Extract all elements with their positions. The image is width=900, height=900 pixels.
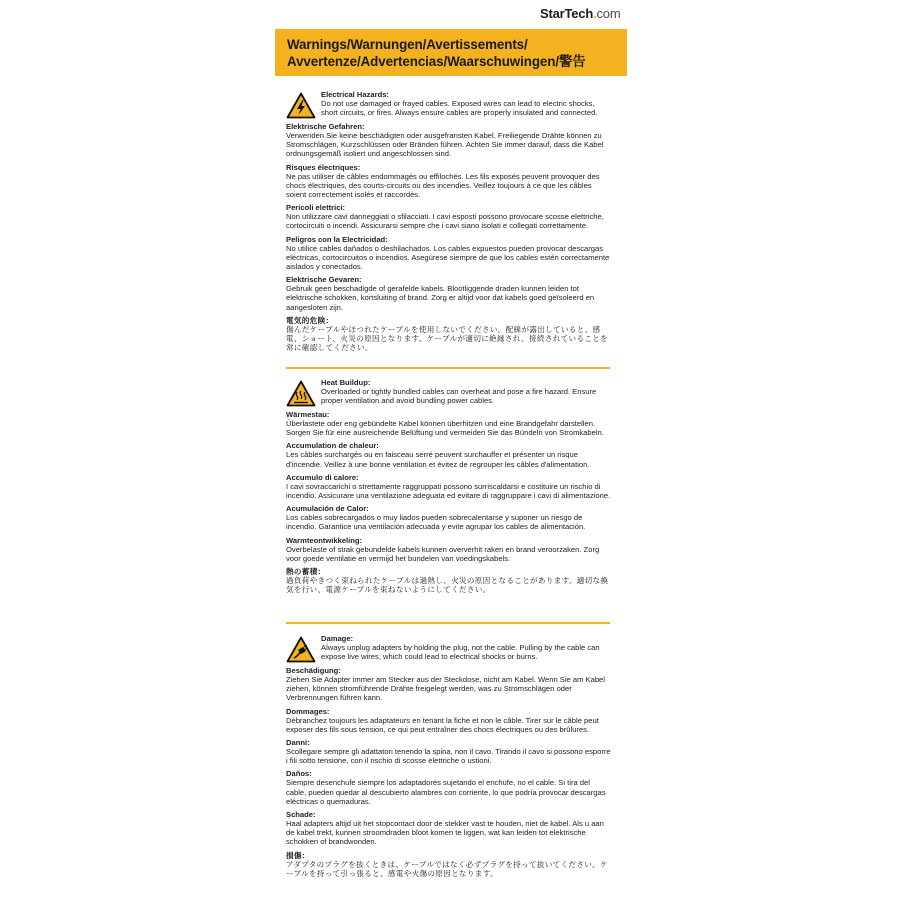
block-es bbox=[286, 504, 612, 531]
heading-it: Pericoli elettrici: bbox=[286, 203, 346, 213]
electrical-hazard-icon bbox=[286, 92, 316, 119]
section-header bbox=[286, 90, 612, 118]
text-en: Overloaded or tightly bundled cables can overheat and pose a fire hazard. Ensure proper ventilation and avoid bundling power cables. bbox=[321, 387, 597, 406]
logo-brand: StarTech bbox=[540, 6, 594, 21]
title-line-1: Warnings/Warnungen/Avertissements/ bbox=[287, 37, 528, 52]
block-it bbox=[286, 738, 612, 765]
text-it: I cavi sovraccarichi o strettamente raggruppati possono surriscaldarsi e costituire un rischio di incendio. Assicurare una ventilazione adeguata ed evitare di raggruppare i cavi di alimentazione. bbox=[286, 481, 611, 501]
block-nl bbox=[286, 275, 612, 312]
heading-ja: 電気的危険： bbox=[286, 315, 334, 325]
heading-fr: Accumulation de chaleur: bbox=[286, 441, 379, 451]
heading-de: Wärmestau: bbox=[286, 410, 330, 419]
heading-fr: Risques électriques: bbox=[286, 162, 361, 172]
damage-icon bbox=[286, 636, 316, 663]
block-ja bbox=[286, 567, 612, 594]
block-fr bbox=[286, 441, 612, 468]
heading-it: Accumulo di calore: bbox=[286, 472, 359, 482]
heading-en: Heat Buildup: bbox=[321, 378, 371, 387]
block-fr bbox=[286, 163, 612, 200]
warnings-title-banner bbox=[275, 29, 627, 76]
text-fr: Les câbles surchargés ou en faisceau serré peuvent surchauffer et présenter un risque d'incendie. Veillez à une bonne ventilation et évitez de regrouper les câbles d'alimentation. bbox=[286, 450, 590, 469]
heading-nl: Elektrische Gevaren: bbox=[286, 275, 362, 285]
block-fr bbox=[286, 707, 612, 734]
text-ja: アダプタのプラグを抜くときは、ケーブルではなく必ずプラグを持って抜いてください。ケーブルを持って引っ張ると、感電や火傷の原因となります。 bbox=[286, 859, 608, 878]
section-divider bbox=[286, 367, 610, 369]
heading-es: Daños: bbox=[286, 769, 312, 779]
block-de bbox=[286, 410, 612, 437]
text-de: Überlastete oder eng gebündelte Kabel können überhitzen und eine Brandgefahr darstellen. Sorgen Sie für eine ausreichende Belüftung und vermeiden Sie das Bündeln von Stromkabeln. bbox=[286, 419, 604, 438]
text-ja: 傷んだケーブルやほつれたケーブルを使用しないでください。配線が露出していると、感電、ショート、火災の原因となります。ケーブルが適切に絶縁され、接続されていることを常に確認してください。 bbox=[286, 324, 608, 353]
damage-section bbox=[286, 634, 612, 878]
heading-ja: 損傷： bbox=[286, 850, 310, 860]
text-en: Do not use damaged or frayed cables. Exposed wires can lead to electric shocks, short circuits, or fires. Always ensure cables are properly insulated and connected. bbox=[321, 99, 598, 118]
text-nl: Gebruik geen beschadigde of gerafelde kabels. Blootliggende draden kunnen leiden tot elektrische schokken, kortsluiting of brand. Zorg er altijd voor dat kabels goed geïsoleerd en aangesloten zijn. bbox=[286, 284, 595, 312]
text-de: Ziehen Sie Adapter immer am Stecker aus der Steckdose, nicht am Kabel. Wenn Sie am Kabel ziehen, können stromführende Drähte freigelegt werden, was zu Stromschlägen oder Verbrennungen führen kann. bbox=[286, 675, 605, 703]
text-en: Always unplug adapters by holding the plug, not the cable. Pulling by the cable can expose live wires, which could lead to electrical shocks or burns. bbox=[321, 643, 600, 662]
text-es: Siempre desenchufe siempre los adaptadores sujetando el enchufe, no el cable. Si tira del cable, pueden quedar al descubierto alambres con corriente, lo que podría provocar descargas eléctricas o quemaduras. bbox=[286, 778, 606, 806]
block-nl bbox=[286, 536, 612, 563]
heading-nl: Schade: bbox=[286, 810, 316, 820]
heading-en: Electrical Hazards: bbox=[321, 90, 389, 99]
section-header bbox=[286, 378, 612, 406]
title-line-2: Avvertenze/Advertencias/Waarschuwingen/警告 bbox=[287, 54, 586, 69]
heading-nl: Warmteontwikkeling: bbox=[286, 535, 363, 545]
text-fr: Débranchez toujours les adaptateurs en tenant la fiche et non le câble. Tirer sur le câble peut exposer des fils sous tension, ce qui peut entraîner des chocs électriques ou des brûlures. bbox=[286, 715, 599, 734]
text-ja: 過負荷やきつく束ねられたケーブルは過熱し、火災の原因となることがあります。適切な換気を行い、電源ケーブルを束ねないようにしてください。 bbox=[286, 576, 609, 595]
block-it bbox=[286, 473, 612, 500]
logo-tld: com bbox=[596, 6, 621, 21]
block-nl bbox=[286, 810, 612, 847]
block-de bbox=[286, 666, 612, 703]
text-nl: Overbelaste of strak gebundelde kabels kunnen oververhit raken en brand veroorzaken. Zorg voor goede ventilatie en vermijd het bundelen van voedingskabels. bbox=[286, 544, 600, 563]
section-header bbox=[286, 634, 612, 662]
text-de: Verwenden Sie keine beschädigten oder ausgefransten Kabel. Freiliegende Drähte können zu Stromschlägen, Kurzschlüssen oder Bränden führen. Achten Sie immer darauf, dass die Kabel ordnungsgemäß isoliert und angeschlossen sind. bbox=[286, 131, 604, 159]
block-es bbox=[286, 235, 612, 272]
heading-de: Beschädigung: bbox=[286, 666, 341, 675]
heat-buildup-section bbox=[286, 378, 612, 594]
block-ja bbox=[286, 851, 612, 878]
heading-it: Danni: bbox=[286, 738, 310, 748]
startech-logo bbox=[540, 6, 620, 21]
text-es: No utilice cables dañados o deshilachados. Los cables expuestos pueden provocar descargas eléctricas, cortocircuitos o incendios. Asegúrese siempre de que los cables estén correctamente aislados y conectados. bbox=[286, 243, 610, 272]
heading-de: Elektrische Gefahren: bbox=[286, 122, 365, 131]
block-de bbox=[286, 122, 612, 159]
block-it bbox=[286, 203, 612, 230]
heading-es: Peligros con la Electricidad: bbox=[286, 234, 388, 244]
heading-es: Acumulación de Calor: bbox=[286, 504, 369, 514]
heat-buildup-icon bbox=[286, 380, 316, 407]
block-es bbox=[286, 769, 612, 806]
electrical-hazards-section bbox=[286, 90, 612, 352]
text-it: Non utilizzare cavi danneggiati o sfilacciati. I cavi esposti possono provocare scosse elettriche, cortocircuiti o incendi. Assicurarsi sempre che i cavi siano isolati e collegati correttamente. bbox=[286, 212, 604, 231]
text-nl: Haal adapters altijd uit het stopcontact door de stekker vast te houden, niet de kabel. Als u aan de kabel trekt, kunnen stroomdraden bloot komen te liggen, wat kan leiden tot elektrische schokken of brandwonden. bbox=[286, 819, 604, 847]
text-it: Scollegare sempre gli adattatori tenendo la spina, non il cavo. Tirando il cavo si possono esporre i fili sotto tensione, con il rischio di scosse elettriche o ustioni. bbox=[286, 747, 611, 766]
heading-ja: 熱の蓄積： bbox=[286, 567, 326, 577]
heading-en: Damage: bbox=[321, 634, 354, 643]
logo-dot: . bbox=[593, 6, 597, 21]
section-divider bbox=[286, 622, 610, 624]
heading-fr: Dommages: bbox=[286, 706, 330, 716]
text-es: Los cables sobrecargados o muy liados pueden sobrecalentarse y suponer un riesgo de incendio. Garantice una ventilación adecuada y evite agrupar los cables de alimentación. bbox=[286, 513, 586, 532]
text-fr: Ne pas utiliser de câbles endommagés ou effilochés. Les fils exposés peuvent provoquer des chocs électriques, des courts-circuits ou des incendies. Veillez toujours à ce que les câbles soient correctement isolés et raccordés. bbox=[286, 171, 600, 200]
block-ja bbox=[286, 316, 612, 353]
